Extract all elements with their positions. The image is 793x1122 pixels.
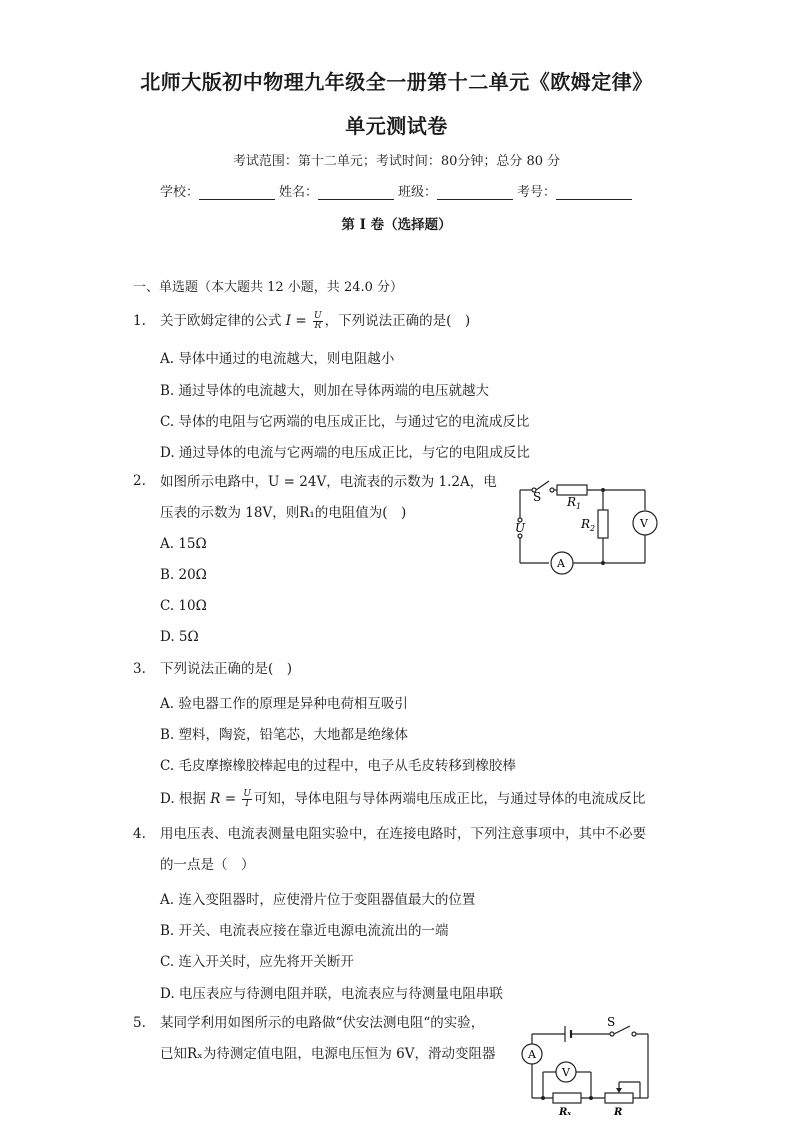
question-5-number: 5. (133, 1015, 146, 1031)
ammeter-label-q2: A (557, 557, 565, 570)
fraction-numerator: U (314, 311, 322, 321)
r1-label: $R_1$ (567, 495, 582, 511)
option-3b[interactable]: B. 塑料，陶瓷，铅笔芯，大地都是绝缘体 (160, 727, 409, 743)
question-5-stem-line2: 已知Rₓ为待测定值电阻，电源电压恒为 6V，滑动变阻器 (160, 1046, 496, 1062)
ammeter-label-q5: A (528, 1048, 536, 1061)
question-1-number: 1. (133, 313, 146, 329)
circuit-diagram-q5 (515, 1012, 665, 1118)
option-1a[interactable]: A. 导体中通过的电流越大，则电阻越小 (160, 351, 395, 367)
option-4d[interactable]: D. 电压表应与待测电阻并联，电流表应与待测量电阻串联 (160, 986, 503, 1002)
question-3-stem: 下列说法正确的是( ) (160, 661, 293, 677)
voltmeter-label-q2: V (640, 517, 648, 530)
exam-no-field[interactable] (556, 185, 632, 200)
option-3d-post: 可知，导体电阻与导体两端电压成正比，与通过导体的电流成反比 (253, 791, 646, 807)
circuit-diagram-q2 (505, 468, 665, 578)
option-3d[interactable] (160, 787, 645, 809)
option-3d-pre: D. 根据 (160, 791, 206, 807)
exam-no-label: 考号： (517, 185, 557, 200)
class-label: 班级： (398, 185, 438, 200)
option-4a[interactable]: A. 连入变阻器时，应使滑片位于变阻器值最大的位置 (160, 892, 476, 908)
voltmeter-label-q5: V (562, 1066, 570, 1079)
question-2-stem-line1: 如图所示电路中，U = 24V，电流表的示数为 1.2A，电 (160, 474, 497, 490)
switch-label-q5: S (607, 1015, 616, 1029)
question-1-stem (160, 311, 470, 331)
question-4-number: 4. (133, 826, 146, 842)
formula-eq: = (291, 313, 312, 329)
fraction-denominator: R (314, 321, 322, 331)
option-1d[interactable]: D. 通过导体的电流与它两端的电压成正比，与它的电阻成反比 (160, 445, 530, 461)
option-1c[interactable]: C. 导体的电阻与它两端的电压成正比，与通过它的电流成反比 (160, 414, 530, 430)
question-4-stem-line1: 用电压表、电流表测量电阻实验中，在连接电路时，下列注意事项中，其中不必要 (160, 826, 646, 842)
page-subtitle: 单元测试卷 (345, 114, 448, 138)
question-2-stem-line2: 压表的示数为 18V，则R₁的电阻值为( ) (160, 505, 407, 521)
question-5-stem-line1: 某同学利用如图所示的电路做“伏安法测电阻“的实验， (160, 1015, 485, 1031)
name-label: 姓名： (279, 185, 319, 200)
r-label: R (614, 1107, 623, 1118)
option-2a[interactable]: A. 15Ω (160, 536, 207, 552)
section-heading: 一、单选题（本大题共 12 小题，共 24.0 分） (133, 280, 404, 295)
exam-info: 考试范围：第十二单元；考试时间：80分钟；总分 80 分 (232, 154, 561, 169)
option-2d[interactable]: D. 5Ω (160, 629, 199, 645)
option-2b[interactable]: B. 20Ω (160, 567, 207, 583)
switch-label-q2: S (533, 490, 542, 504)
formula-eq: = (220, 791, 241, 807)
option-1b[interactable]: B. 通过导体的电流越大，则加在导体两端的电压就越大 (160, 383, 490, 399)
school-field[interactable] (199, 185, 275, 200)
formula-lhs: I (285, 313, 292, 329)
option-4b[interactable]: B. 开关、电流表应接在靠近电源电流流出的一端 (160, 923, 449, 939)
question-2-number: 2. (133, 473, 146, 489)
question-1-stem-text: 关于欧姆定律的公式 (160, 313, 282, 329)
page-title: 北师大版初中物理九年级全一册第十二单元《欧姆定律》 (140, 70, 653, 94)
option-2c[interactable]: C. 10Ω (160, 598, 207, 614)
formula-fraction (242, 790, 252, 809)
question-1-stem-end: ，下列说法正确的是( ) (324, 313, 471, 329)
fraction-numerator: U (243, 789, 251, 799)
rx-label: Rₓ (559, 1107, 572, 1118)
school-label: 学校： (160, 185, 200, 200)
name-field[interactable] (318, 185, 394, 200)
question-4-stem-line2: 的一点是（ ） (160, 857, 255, 873)
student-info-row (160, 181, 636, 200)
r2-label: $R_2$ (581, 517, 596, 533)
formula-fraction (313, 312, 323, 331)
option-4c[interactable]: C. 连入开关时，应先将开关断开 (160, 954, 354, 970)
question-3-number: 3. (133, 661, 146, 677)
volume-heading: 第 I 卷（选择题） (341, 217, 452, 233)
option-3c[interactable]: C. 毛皮摩擦橡胶棒起电的过程中，电子从毛皮转移到橡胶棒 (160, 758, 516, 774)
class-field[interactable] (437, 185, 513, 200)
fraction-denominator: I (245, 799, 249, 809)
formula-lhs: R (210, 791, 221, 807)
option-3a[interactable]: A. 验电器工作的原理是异种电荷相互吸引 (160, 696, 408, 712)
source-label: U (515, 521, 526, 535)
